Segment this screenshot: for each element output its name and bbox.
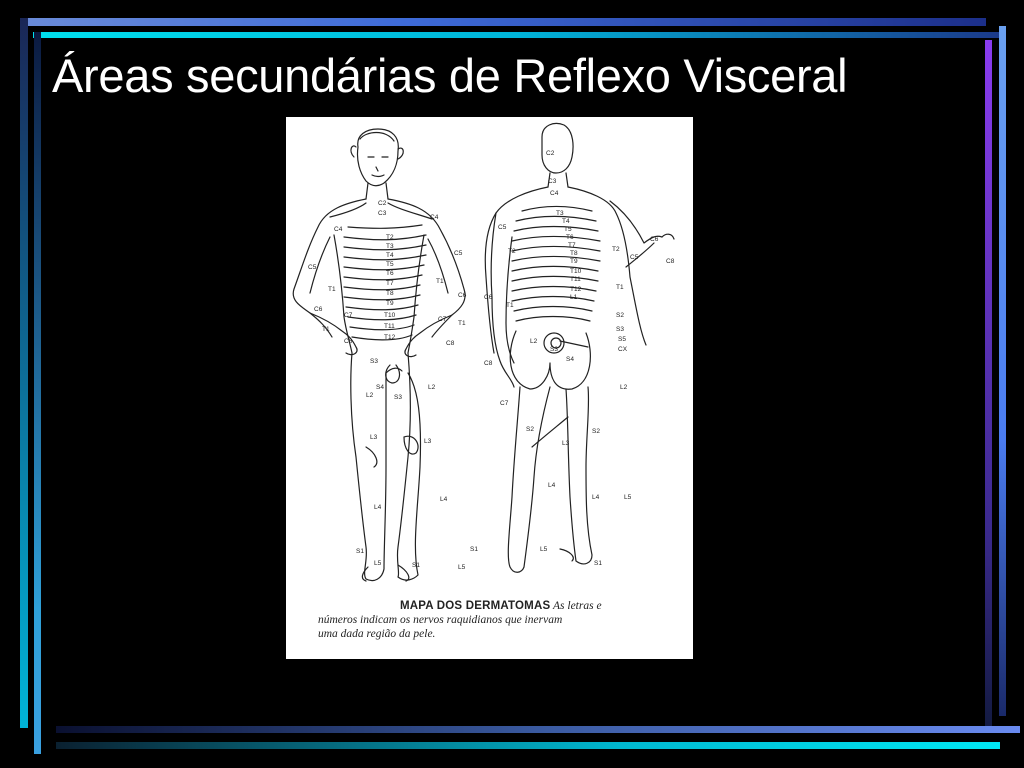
back-figure [485, 124, 674, 573]
front-label: C2 [378, 200, 387, 207]
front-label: C8 [344, 338, 353, 345]
front-label: S1 [356, 548, 364, 555]
front-label: T1 [322, 326, 330, 333]
back-label: L4 [592, 494, 600, 501]
front-label: C6 [458, 292, 467, 299]
frame-bottom-bar [56, 726, 1020, 733]
front-label: L4 [374, 504, 382, 511]
back-label: S5 [618, 336, 626, 343]
back-label: T7 [568, 242, 576, 249]
back-label: S2 [526, 426, 534, 433]
front-label: T3 [386, 243, 394, 250]
front-label: L4 [440, 496, 448, 503]
front-figure [293, 129, 465, 581]
front-label: T1 [436, 278, 444, 285]
front-label: C7 [438, 316, 447, 323]
back-label: S3 [550, 346, 558, 353]
back-label: T11 [570, 276, 581, 283]
front-label: S4 [376, 384, 384, 391]
back-label: T9 [570, 258, 578, 265]
back-label: CX [618, 346, 628, 353]
back-label: T3 [556, 210, 564, 217]
back-label: T2 [508, 248, 516, 255]
back-label: C4 [550, 190, 559, 197]
back-label: T5 [564, 226, 572, 233]
back-label: C6 [650, 236, 659, 243]
front-label: T1 [328, 286, 336, 293]
back-label: C6 [484, 294, 493, 301]
frame-top-bar [20, 18, 986, 26]
back-label: L2 [530, 338, 538, 345]
frame-right-bar [985, 40, 992, 730]
frame-left-bar [20, 18, 28, 728]
back-label: C8 [666, 258, 675, 265]
slide-title: Áreas secundárias de Reflexo Visceral [52, 49, 848, 102]
back-label: S1 [594, 560, 602, 567]
frame-bottom-bar-2 [56, 742, 1000, 749]
front-label: C7 [344, 312, 353, 319]
back-label: C2 [546, 150, 555, 157]
caption-heading: MAPA DOS DERMATOMAS [400, 600, 551, 612]
front-label: L3 [424, 438, 432, 445]
front-label: C5 [308, 264, 317, 271]
back-label: S2 [592, 428, 600, 435]
back-label: T10 [570, 268, 582, 275]
front-label: T4 [386, 252, 394, 259]
front-label: S3 [394, 394, 402, 401]
front-label: T7 [386, 280, 394, 287]
dermatome-map-image [286, 117, 693, 659]
caption-line-3: uma dada região da pele. [318, 628, 436, 640]
front-label: S1 [412, 562, 420, 569]
frame-top-bar-2 [33, 32, 999, 38]
back-label: T4 [562, 218, 570, 225]
back-label: T2 [612, 246, 620, 253]
front-label: C6 [314, 306, 323, 313]
back-label: C5 [630, 254, 639, 261]
caption-line-1: As letras e [553, 600, 602, 612]
back-label: L5 [540, 546, 548, 553]
front-label: T2 [386, 234, 394, 241]
back-label: S3 [616, 326, 624, 333]
front-label: L3 [370, 434, 378, 441]
back-label: L4 [548, 482, 556, 489]
back-label: C8 [484, 360, 493, 367]
back-label: L1 [570, 294, 578, 301]
back-label: C5 [498, 224, 507, 231]
back-label: T1 [616, 284, 624, 291]
front-label: L2 [366, 392, 374, 399]
front-label: L5 [458, 564, 466, 571]
frame-left-bar-2 [34, 32, 41, 754]
front-label: T6 [386, 270, 394, 277]
front-label: T10 [384, 312, 396, 319]
back-label: T8 [570, 250, 578, 257]
front-label: T5 [386, 261, 394, 268]
front-label: T1 [458, 320, 466, 327]
front-label: T12 [384, 334, 396, 341]
front-label: T8 [386, 290, 394, 297]
back-label: C3 [548, 178, 557, 185]
front-label: C8 [446, 340, 455, 347]
back-label: S4 [566, 356, 574, 363]
front-label: C3 [378, 210, 387, 217]
front-label: C5 [454, 250, 463, 257]
dermatome-illustration [286, 117, 693, 659]
front-label: C4 [430, 214, 439, 221]
front-label: S3 [370, 358, 378, 365]
back-label: L3 [562, 440, 570, 447]
frame-right-bar-2 [999, 26, 1006, 716]
front-label: L5 [374, 560, 382, 567]
figure-caption [318, 599, 678, 641]
front-label: C4 [334, 226, 343, 233]
front-label: S1 [470, 546, 478, 553]
back-label: T12 [570, 286, 582, 293]
front-label: T9 [386, 300, 394, 307]
back-label: C7 [500, 400, 509, 407]
back-label: L2 [620, 384, 628, 391]
back-label: L5 [624, 494, 632, 501]
front-label: L2 [428, 384, 436, 391]
back-label: T6 [566, 234, 574, 241]
back-label: T1 [506, 302, 514, 309]
back-label: S2 [616, 312, 624, 319]
caption-line-2: números indicam os nervos raquidianos que inervam [318, 614, 563, 626]
front-label: T11 [384, 323, 395, 330]
